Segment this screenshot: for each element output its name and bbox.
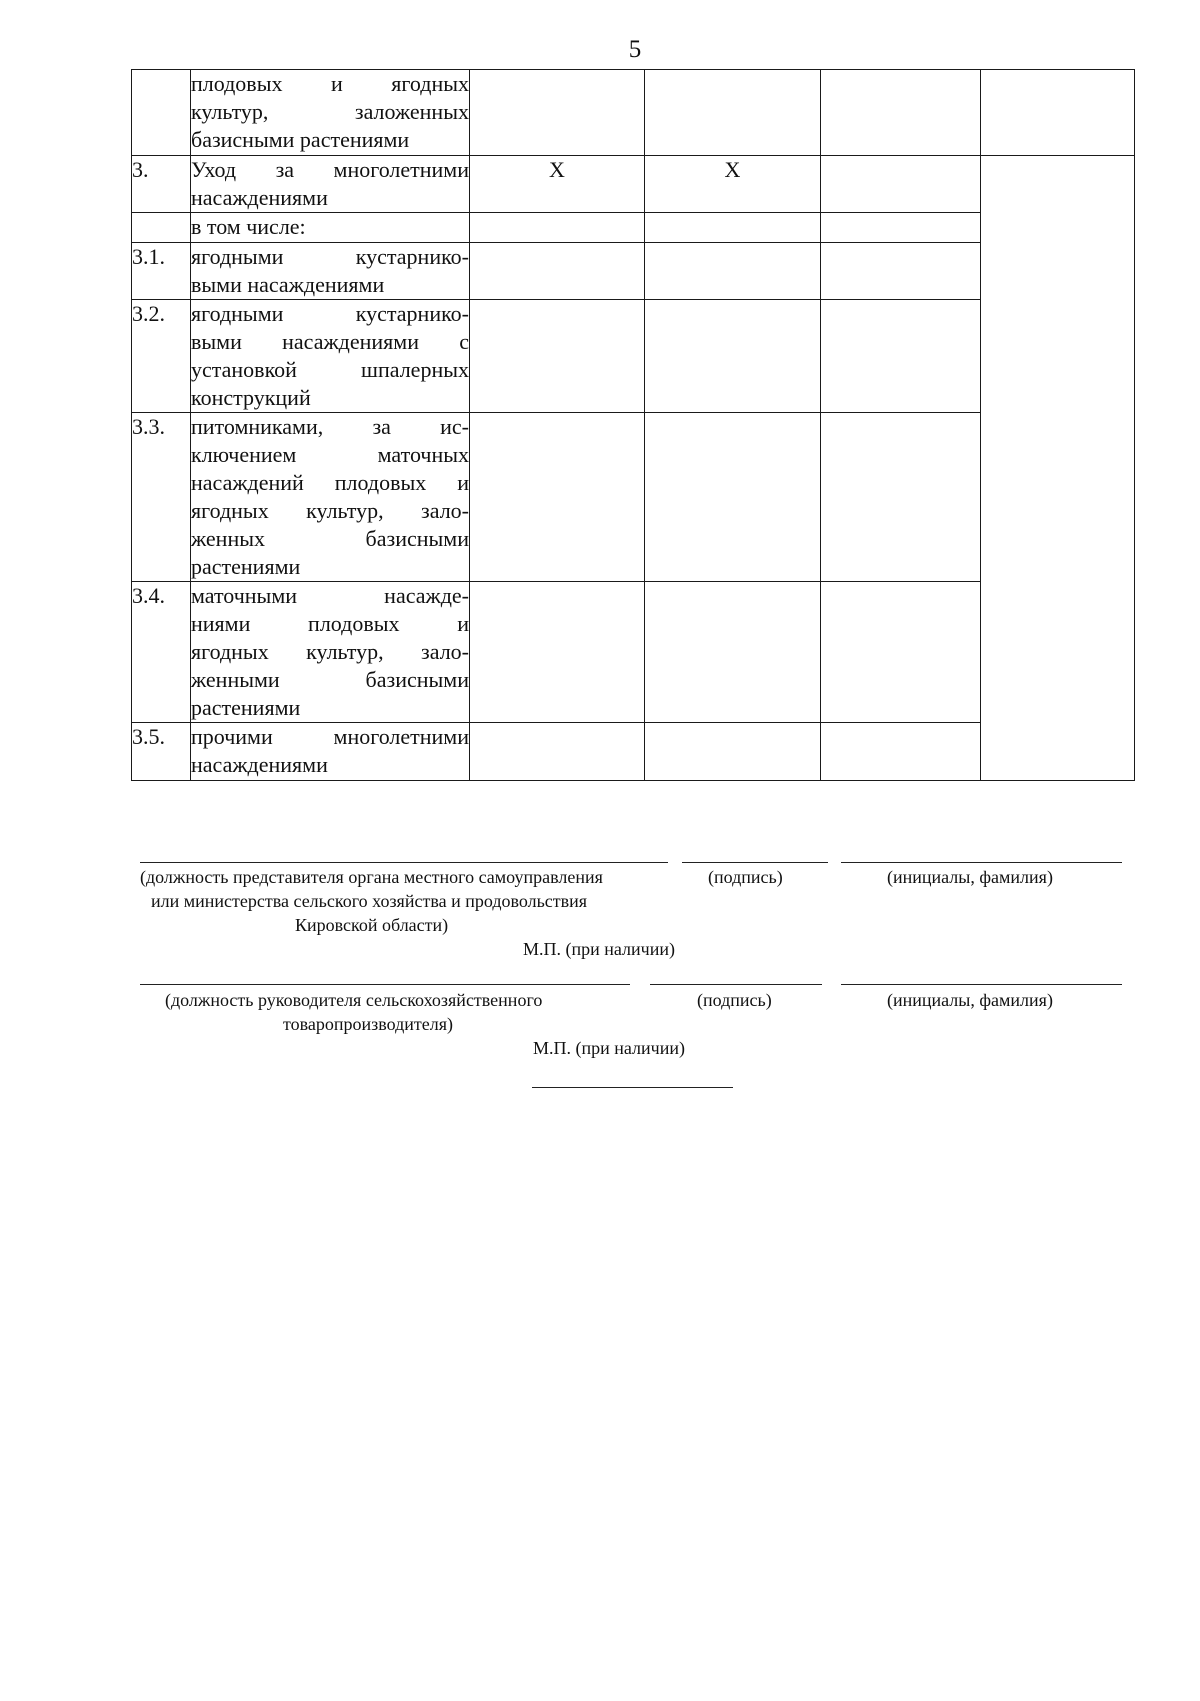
value-cell — [821, 243, 981, 300]
position-caption-line: (должность руководителя сельскохозяйственного — [165, 990, 543, 1010]
row-number-cell: 3.1. — [132, 243, 191, 300]
cell-text-line: ниями плодовых и — [191, 611, 469, 636]
name-caption: (инициалы, фамилия) — [887, 990, 1053, 1010]
crop-care-table — [131, 69, 1135, 781]
value-cell — [470, 300, 645, 413]
position-line — [140, 862, 668, 863]
value-cell — [821, 582, 981, 723]
value-cell — [470, 723, 645, 781]
value-cell — [821, 723, 981, 781]
cell-text-line: ягодными кустарнико- — [191, 301, 469, 326]
value-cell — [821, 213, 981, 243]
cell-text-line: выми насаждениями — [191, 272, 385, 297]
value-cell — [470, 70, 645, 156]
cell-text-line: насаждений плодовых и — [191, 470, 469, 495]
signature-caption: (подпись) — [708, 867, 783, 887]
row-name-cell — [191, 243, 470, 300]
signature-line — [682, 862, 828, 863]
value-cell — [645, 723, 821, 781]
value-cell — [470, 413, 645, 582]
stamp-caption: М.П. (при наличии) — [533, 1038, 685, 1058]
stamp-caption: М.П. (при наличии) — [523, 939, 675, 959]
value-cell — [470, 243, 645, 300]
cell-text-line: ягодных культур, зало- — [191, 498, 469, 523]
row-number-cell: 3.5. — [132, 723, 191, 781]
signature-caption: (подпись) — [697, 990, 772, 1010]
cell-text-line: плодовых и ягодных — [191, 71, 469, 96]
row-name-cell — [191, 156, 470, 213]
value-cell — [470, 213, 645, 243]
name-line — [841, 862, 1122, 863]
table-row — [132, 156, 1135, 213]
cell-text-line: питомниками, за ис- — [191, 414, 469, 439]
page-number: 5 — [628, 36, 642, 63]
row-number-cell — [132, 213, 191, 243]
row-number-cell — [132, 70, 191, 156]
cell-text-line: конструкций — [191, 385, 311, 410]
position-caption-line: или министерства сельского хозяйства и продовольствия — [151, 891, 588, 911]
row-name-cell — [191, 723, 470, 781]
signature-line — [650, 984, 822, 985]
row-name-cell — [191, 70, 470, 156]
row-number-cell: 3.4. — [132, 582, 191, 723]
value-cell — [645, 213, 821, 243]
cell-text-line: насаждениями — [191, 752, 328, 777]
value-cell — [470, 582, 645, 723]
cell-text-line: маточными насажде- — [191, 583, 469, 608]
name-line — [841, 984, 1122, 985]
position-caption-line: товаропроизводителя) — [283, 1014, 454, 1034]
position-caption-line: (должность представителя органа местного самоуправления — [140, 867, 603, 887]
cell-text-line: женными базисными — [191, 667, 469, 692]
cell-text-line: прочими многолетними — [191, 724, 469, 749]
row-number-cell: 3.3. — [132, 413, 191, 582]
name-caption: (инициалы, фамилия) — [887, 867, 1053, 887]
cell-text-line: культур, заложенных — [191, 99, 469, 124]
cell-text-line: выми насаждениями с — [191, 329, 469, 354]
value-cell — [645, 582, 821, 723]
table-row — [132, 70, 1135, 156]
cell-text-line: в том числе: — [191, 214, 306, 239]
row-name-cell — [191, 413, 470, 582]
position-line — [140, 984, 630, 985]
cell-text-line: Уход за многолетними — [191, 157, 469, 182]
value-cell — [645, 300, 821, 413]
value-cell — [821, 70, 981, 156]
x-mark-cell: X — [470, 156, 645, 213]
merged-value-cell — [981, 156, 1135, 781]
cell-text-line: базисными растениями — [191, 127, 410, 152]
cell-text-line: ягодными кустарнико- — [191, 244, 469, 269]
row-name-cell — [191, 582, 470, 723]
value-cell — [821, 300, 981, 413]
value-cell — [645, 70, 821, 156]
row-name-cell — [191, 300, 470, 413]
end-rule — [532, 1087, 733, 1088]
row-number-cell: 3.2. — [132, 300, 191, 413]
value-cell — [645, 243, 821, 300]
position-caption-line: Кировской области) — [295, 915, 449, 935]
value-cell — [821, 156, 981, 213]
value-cell — [981, 70, 1135, 156]
cell-text-line: растениями — [191, 554, 301, 579]
cell-text-line: ключением маточных — [191, 442, 469, 467]
cell-text-line: женных базисными — [191, 526, 469, 551]
row-number-cell: 3. — [132, 156, 191, 213]
cell-text-line: установкой шпалерных — [191, 357, 469, 382]
row-name-cell — [191, 213, 470, 243]
cell-text-line: растениями — [191, 695, 301, 720]
cell-text-line: ягодных культур, зало- — [191, 639, 469, 664]
cell-text-line: насаждениями — [191, 185, 328, 210]
value-cell — [821, 413, 981, 582]
x-mark-cell: X — [645, 156, 821, 213]
value-cell — [645, 413, 821, 582]
